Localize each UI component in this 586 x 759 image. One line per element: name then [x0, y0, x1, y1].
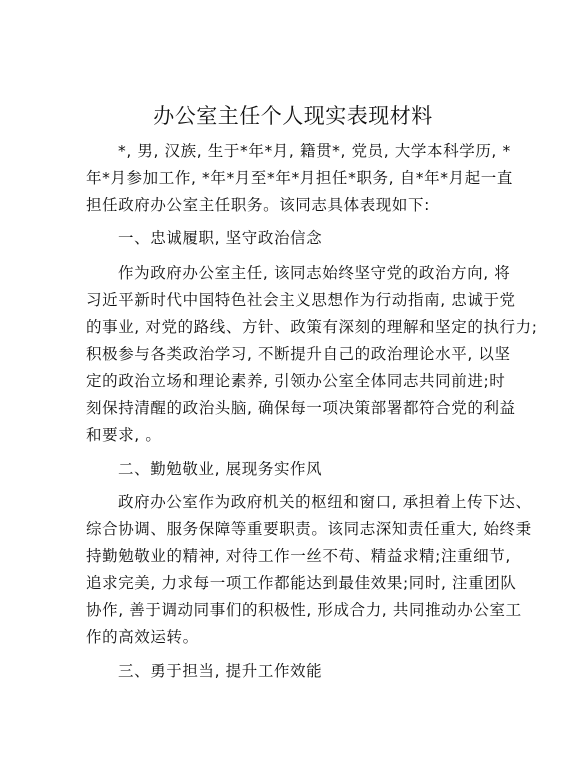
paragraph-line: 作为政府办公室主任, 该同志始终坚守党的政治方向, 将 — [118, 264, 511, 282]
paragraph-line: 持勤勉敬业的精神, 对待工作一丝不苟、精益求精;注重细节, — [86, 547, 511, 565]
intro-line: 担任政府办公室主任职务。该同志具体表现如下: — [86, 196, 430, 214]
section-heading-1: 一、忠诚履职, 坚守政治信念 — [118, 229, 323, 247]
paragraph-line: 作的高效运转。 — [86, 628, 199, 646]
document-title: 办公室主任个人现实表现材料 — [153, 104, 433, 128]
paragraph-line: 追求完美, 力求每一项工作都能达到最佳效果;同时, 注重团队 — [86, 574, 517, 592]
paragraph-line: 协作, 善于调动同事们的积极性, 形成合力, 共同推动办公室工 — [86, 601, 522, 619]
section-heading-3: 三、勇于担当, 提升工作效能 — [118, 662, 323, 680]
section-heading-2: 二、勤勉敬业, 展现务实作风 — [118, 460, 323, 478]
intro-line: 年*月参加工作, *年*月至*年*月担任*职务, 自*年*月起一直 — [86, 169, 514, 187]
paragraph-line: 积极参与各类政治学习, 不断提升自己的政治理论水平, 以坚 — [86, 345, 511, 363]
paragraph-line: 定的政治立场和理论素养, 引领办公室全体同志共同前进;时 — [86, 372, 506, 390]
paragraph-line: 政府办公室作为政府机关的枢纽和窗口, 承担着上传下达、 — [118, 493, 532, 511]
paragraph-line: 和要求, 。 — [86, 426, 162, 444]
paragraph-line: 刻保持清醒的政治头脑, 确保每一项决策部署都符合党的利益 — [86, 399, 516, 417]
paragraph-line: 习近平新时代中国特色社会主义思想作为行动指南, 忠诚于党 — [86, 291, 516, 309]
intro-line: *, 男, 汉族, 生于*年*月, 籍贯*, 党员, 大学本科学历, * — [118, 142, 511, 160]
paragraph-line: 的事业, 对党的路线、方针、政策有深刻的理解和坚定的执行力; — [86, 318, 538, 336]
paragraph-line: 综合协调、服务保障等重要职责。该同志深知责任重大, 始终秉 — [86, 520, 532, 538]
